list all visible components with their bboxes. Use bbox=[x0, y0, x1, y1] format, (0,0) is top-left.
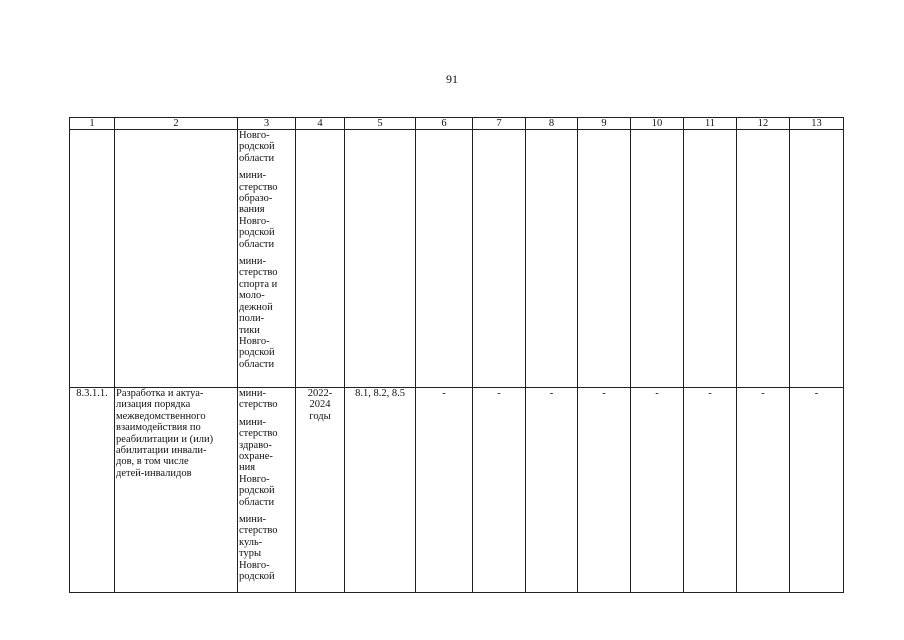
column-header-11: 11 bbox=[684, 118, 737, 130]
page-number: 91 bbox=[446, 72, 458, 86]
executor-line: здраво- bbox=[239, 439, 272, 451]
executor-organization bbox=[239, 256, 294, 370]
executor-organization bbox=[239, 388, 294, 411]
cell-value bbox=[578, 130, 631, 388]
executor-line: дежной bbox=[239, 301, 273, 313]
column-header-7: 7 bbox=[473, 118, 526, 130]
executor-line: мини- bbox=[239, 170, 266, 182]
event-name-line: реабилитации и (или) bbox=[116, 433, 214, 445]
column-header-5: 5 bbox=[345, 118, 416, 130]
executor-line: Новго- bbox=[239, 473, 270, 485]
executor-line: моло- bbox=[239, 290, 265, 302]
row-value-10: - bbox=[631, 388, 684, 593]
cell-value bbox=[416, 130, 473, 388]
executor-line: охране- bbox=[239, 451, 273, 463]
executor-line: области bbox=[239, 496, 275, 508]
column-header-4: 4 bbox=[296, 118, 345, 130]
executor-line: туры bbox=[239, 548, 262, 560]
continuation-row bbox=[70, 130, 844, 388]
executor-line: стерство bbox=[239, 267, 278, 279]
cell-value bbox=[790, 130, 844, 388]
cell-value bbox=[473, 130, 526, 388]
row-period bbox=[296, 388, 345, 593]
executor-line: родской bbox=[239, 485, 275, 497]
program-table bbox=[69, 117, 844, 593]
column-header-10: 10 bbox=[631, 118, 684, 130]
executor-line: родской bbox=[239, 347, 275, 359]
event-name-line: межведомственного bbox=[116, 410, 206, 422]
row-number: 8.3.1.1. bbox=[70, 388, 115, 593]
executor-organization bbox=[239, 170, 294, 250]
event-name-line: лизация порядка bbox=[116, 399, 191, 411]
column-header-3: 3 bbox=[238, 118, 296, 130]
column-header-8: 8 bbox=[526, 118, 578, 130]
cell-indicators bbox=[345, 130, 416, 388]
cell-executors bbox=[238, 130, 296, 388]
header-row bbox=[70, 118, 844, 130]
executor-line: стерство bbox=[239, 181, 278, 193]
period-line: годы bbox=[309, 410, 331, 422]
row-indicators: 8.1, 8.2, 8.5 bbox=[345, 388, 416, 593]
row-value-13: - bbox=[790, 388, 844, 593]
cell-value bbox=[631, 130, 684, 388]
cell-name bbox=[115, 130, 238, 388]
row-value-8: - bbox=[526, 388, 578, 593]
executor-line: поли- bbox=[239, 313, 265, 325]
executor-line: тики bbox=[239, 324, 260, 336]
column-header-1: 1 bbox=[70, 118, 115, 130]
cell-value bbox=[526, 130, 578, 388]
row-value-9: - bbox=[578, 388, 631, 593]
executor-line: родской bbox=[239, 141, 275, 153]
event-name-line: абилитации инвали- bbox=[116, 445, 207, 457]
column-header-9: 9 bbox=[578, 118, 631, 130]
executor-line: Новго- bbox=[239, 130, 270, 141]
cell-value bbox=[684, 130, 737, 388]
executor-line: куль- bbox=[239, 536, 263, 548]
executor-line: родской bbox=[239, 571, 275, 583]
column-header-12: 12 bbox=[737, 118, 790, 130]
executor-line: образо- bbox=[239, 193, 273, 205]
executor-organization bbox=[239, 514, 294, 582]
column-header-2: 2 bbox=[115, 118, 238, 130]
table-header bbox=[70, 118, 844, 130]
executor-organization bbox=[239, 417, 294, 508]
executor-line: стерство bbox=[239, 525, 278, 537]
cell-value bbox=[737, 130, 790, 388]
row-executors bbox=[238, 388, 296, 593]
event-name-line: Разработка и актуа- bbox=[116, 388, 204, 399]
executor-line: Новго- bbox=[239, 559, 270, 571]
executor-line: мини- bbox=[239, 514, 266, 526]
executor-line: мини- bbox=[239, 388, 266, 399]
executor-line: Новго- bbox=[239, 215, 270, 227]
executor-line: стерство bbox=[239, 399, 278, 411]
row-value-11: - bbox=[684, 388, 737, 593]
row-value-7: - bbox=[473, 388, 526, 593]
row-value-6: - bbox=[416, 388, 473, 593]
period-line: 2022- bbox=[307, 388, 333, 399]
executor-line: мини- bbox=[239, 256, 266, 268]
cell-number bbox=[70, 130, 115, 388]
executor-line: спорта и bbox=[239, 278, 278, 290]
period-line: 2024 bbox=[309, 399, 331, 411]
event-name-line: взаимодействия по bbox=[116, 422, 201, 434]
executor-line: родской bbox=[239, 227, 275, 239]
executor-organization bbox=[239, 130, 294, 164]
executor-line: области bbox=[239, 238, 275, 250]
cell-period bbox=[296, 130, 345, 388]
column-header-6: 6 bbox=[416, 118, 473, 130]
executor-line: Новго- bbox=[239, 335, 270, 347]
row-value-12: - bbox=[737, 388, 790, 593]
event-name-line: детей-инвалидов bbox=[116, 467, 192, 479]
executor-line: мини- bbox=[239, 416, 266, 428]
executor-line: вания bbox=[239, 204, 265, 216]
executor-line: стерство bbox=[239, 428, 278, 440]
executor-line: области bbox=[239, 152, 275, 164]
executor-line: ния bbox=[239, 462, 256, 474]
row-event-name bbox=[115, 388, 238, 593]
event-name-line: дов, в том числе bbox=[116, 456, 189, 468]
column-header-13: 13 bbox=[790, 118, 844, 130]
executor-line: области bbox=[239, 358, 275, 370]
table-row bbox=[70, 388, 844, 593]
